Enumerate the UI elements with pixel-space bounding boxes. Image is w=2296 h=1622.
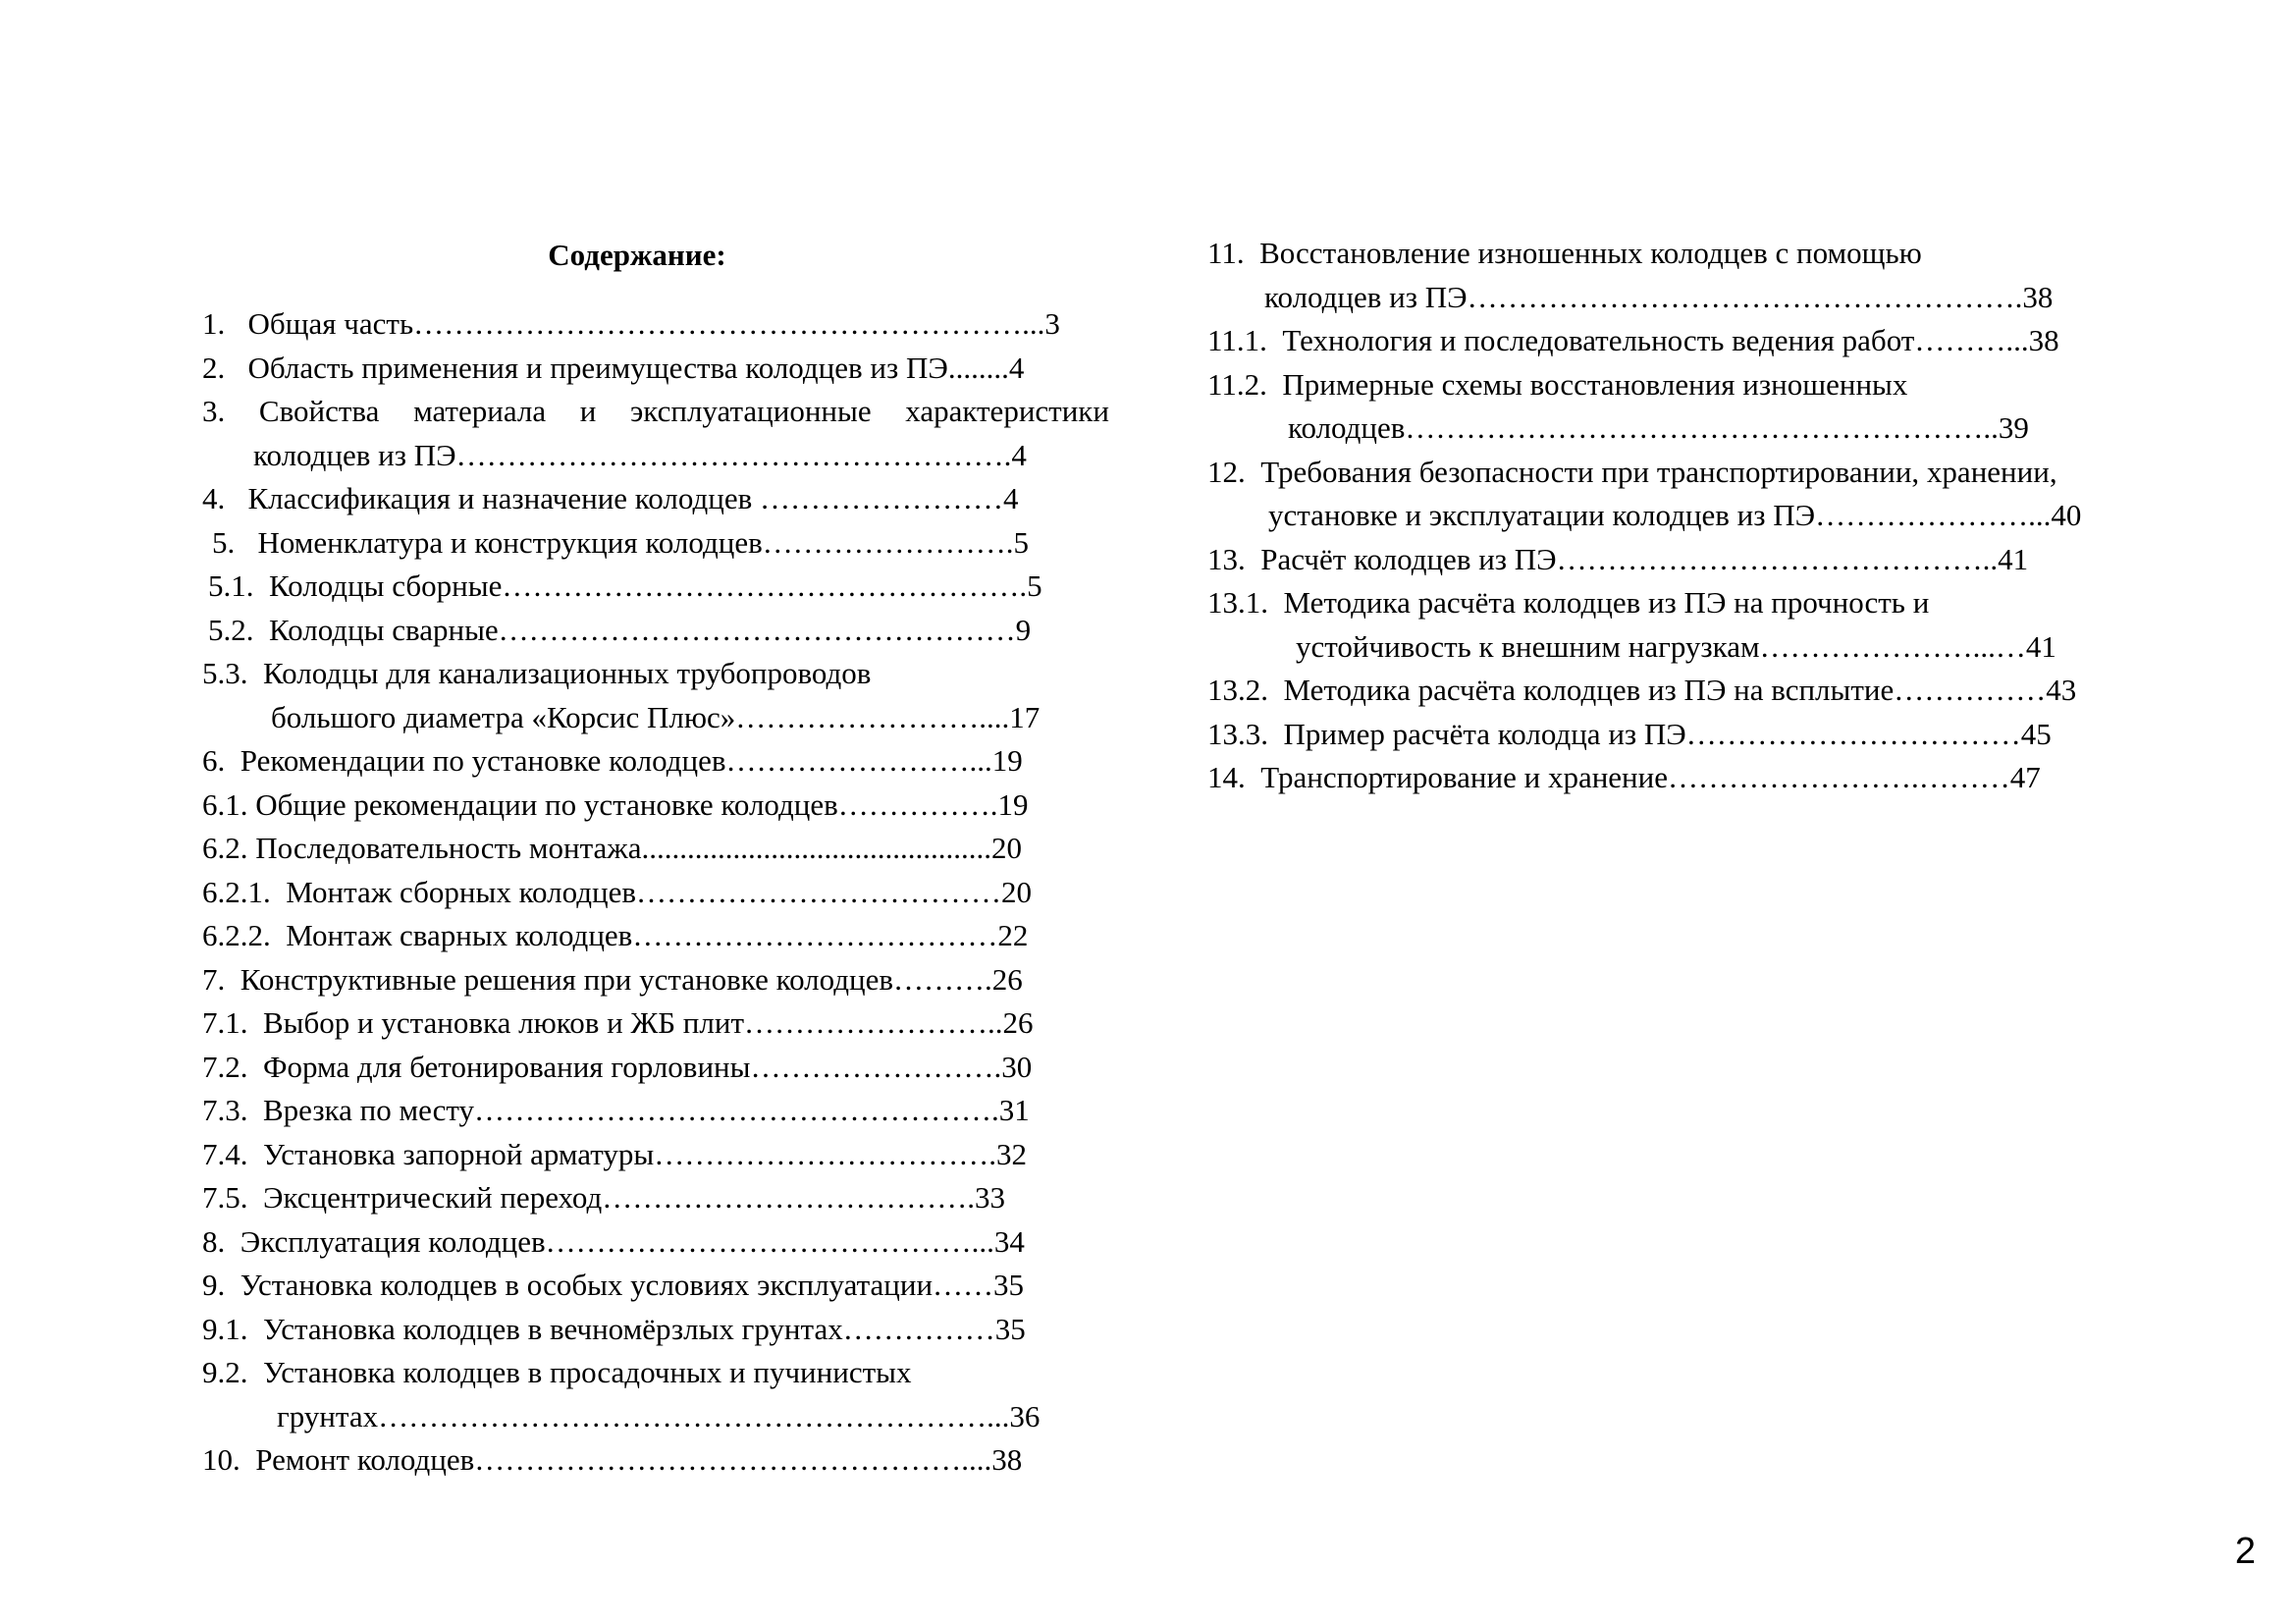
toc-line	[1207, 319, 2150, 363]
toc-line	[202, 1089, 1109, 1133]
toc-line-text: 7. Конструктивные решения при установке колодцев……….26	[202, 961, 1023, 997]
toc-line-text: 13.1. Методика расчёта колодцев из ПЭ на прочность и	[1207, 585, 1930, 620]
toc-line	[202, 477, 1109, 521]
toc-line	[202, 958, 1109, 1002]
toc-word: эксплуатационные	[630, 394, 872, 428]
toc-line	[1207, 669, 2150, 713]
toc-line-text: 6.2.2. Монтаж сварных колодцев………………………………22	[202, 918, 1029, 952]
toc-word: и	[579, 394, 597, 428]
toc-line-text: 5. Номенклатура и конструкция колодцев…………………….5	[212, 524, 1030, 560]
toc-line	[1207, 232, 2150, 276]
toc-line-text: 10. Ремонт колодцев…………………………………………....38	[202, 1442, 1023, 1477]
toc-line	[202, 302, 1109, 347]
toc-line	[202, 1176, 1109, 1220]
toc-line-text: большого диаметра «Корсис Плюс»……………………....17	[271, 699, 1041, 734]
toc-line	[202, 696, 1109, 740]
toc-line	[202, 1308, 1109, 1352]
toc-line	[202, 1264, 1109, 1308]
toc-line-text: установке и эксплуатации колодцев из ПЭ…………………...40	[1268, 498, 2082, 532]
toc-line	[202, 1438, 1109, 1483]
toc-right-column	[1207, 232, 2150, 800]
toc-line-text: 6. Рекомендации по установке колодцев……………………...19	[202, 743, 1023, 778]
toc-line	[202, 521, 1109, 566]
toc-line-text: колодцев из ПЭ……………………………………………….38	[1264, 279, 2054, 314]
toc-line	[1207, 713, 2150, 757]
toc-line-text: 9.1. Установка колодцев в вечномёрзлых грунтах……………35	[202, 1311, 1026, 1346]
toc-line	[1207, 756, 2150, 800]
page-number: 2	[2234, 1531, 2256, 1572]
toc-word: материала	[413, 394, 547, 428]
toc-line-text: 4. Классификация и назначение колодцев ……………………4	[202, 481, 1019, 515]
toc-line	[202, 390, 1109, 434]
toc-line	[202, 565, 1109, 609]
toc-line-text: 2. Область применения и преимущества колодцев из ПЭ........4	[202, 350, 1025, 385]
toc-line	[202, 739, 1109, 784]
toc-line	[202, 827, 1109, 871]
toc-line-text: 12. Требования безопасности при транспортировании, хранении,	[1207, 454, 2057, 489]
toc-line-text: 5.2. Колодцы сварные……………………………………………9	[208, 612, 1032, 647]
toc-line	[202, 784, 1109, 828]
toc-line-text: колодцев из ПЭ……………………………………………….4	[253, 437, 1027, 472]
toc-line-text: 6.2. Последовательность монтажа..............................................20	[202, 831, 1022, 865]
toc-line-text: 13.2. Методика расчёта колодцев из ПЭ на всплытие……………43	[1207, 673, 2077, 707]
toc-line-text: 6.1. Общие рекомендации по установке колодцев…………….19	[202, 786, 1029, 822]
toc-line-text: 7.1. Выбор и установка люков и ЖБ плит……………………..26	[202, 1005, 1034, 1040]
toc-line	[202, 1046, 1109, 1090]
toc-title: Содержание:	[548, 238, 726, 272]
toc-line	[1207, 406, 2150, 451]
toc-line	[1207, 625, 2150, 670]
toc-line	[202, 1001, 1109, 1046]
toc-line-text: 7.5. Эксцентрический переход……………………………….33	[202, 1180, 1005, 1215]
toc-line-text: 11.2. Примерные схемы восстановления изношенных	[1207, 366, 1908, 402]
toc-line-text: устойчивость к внешним нагрузкам…………………...…41	[1296, 628, 2056, 664]
toc-line	[202, 1351, 1109, 1395]
toc-line-text: грунтах……………………………………………………...36	[277, 1398, 1041, 1433]
toc-line	[202, 652, 1109, 696]
toc-line-text: 13.3. Пример расчёта колодца из ПЭ……………………………45	[1207, 716, 2052, 751]
toc-line-text: 9.2. Установка колодцев в просадочных и пучинистых	[202, 1355, 912, 1389]
toc-word: Свойства	[258, 394, 380, 428]
toc-line-text: 7.4. Установка запорной арматуры…………………………….32	[202, 1136, 1027, 1171]
toc-line	[202, 914, 1109, 958]
toc-line-text: 9. Установка колодцев в особых условиях эксплуатации……35	[202, 1268, 1025, 1302]
toc-line-text: 5.3. Колодцы для канализационных трубопроводов	[202, 656, 872, 690]
toc-line-text: колодцев…………………………………………………..39	[1288, 410, 2029, 445]
toc-line-text: 6.2.1. Монтаж сборных колодцев………………………………20	[202, 874, 1032, 909]
toc-line	[1207, 538, 2150, 582]
toc-line-text: 7.3. Врезка по месту…………………………………………….31	[202, 1093, 1030, 1127]
toc-line-text: 14. Транспортирование и хранение…………………….………47	[1207, 760, 2041, 794]
toc-line-text: 11. Восстановление изношенных колодцев с помощью	[1207, 236, 1922, 270]
toc-line	[1207, 581, 2150, 625]
toc-line	[202, 609, 1109, 653]
toc-line	[1207, 494, 2150, 538]
toc-line-text: 13. Расчёт колодцев из ПЭ……………………………………..41	[1207, 541, 2029, 576]
toc-line-text: 8. Эксплуатация колодцев……………………………………...34	[202, 1223, 1025, 1259]
toc-line	[1207, 363, 2150, 407]
toc-line-text: 7.2. Форма для бетонирования горловины…………………….30	[202, 1049, 1033, 1084]
toc-left-column	[202, 302, 1109, 1483]
toc-line-text: 11.1. Технология и последовательность ведения работ………...38	[1207, 323, 2059, 357]
toc-line	[202, 434, 1109, 478]
toc-line	[202, 1395, 1109, 1439]
toc-line	[202, 347, 1109, 391]
toc-word: характеристики	[905, 394, 1109, 428]
toc-word: 3.	[202, 394, 226, 428]
toc-line-text: 5.1. Колодцы сборные…………………………………………….5	[208, 568, 1042, 603]
toc-line	[202, 871, 1109, 915]
toc-line	[202, 1133, 1109, 1177]
toc-line	[1207, 451, 2150, 495]
toc-line	[202, 1220, 1109, 1265]
toc-line	[1207, 276, 2150, 320]
toc-line-text: 1. Общая часть……………………………………………………...3	[202, 306, 1060, 341]
